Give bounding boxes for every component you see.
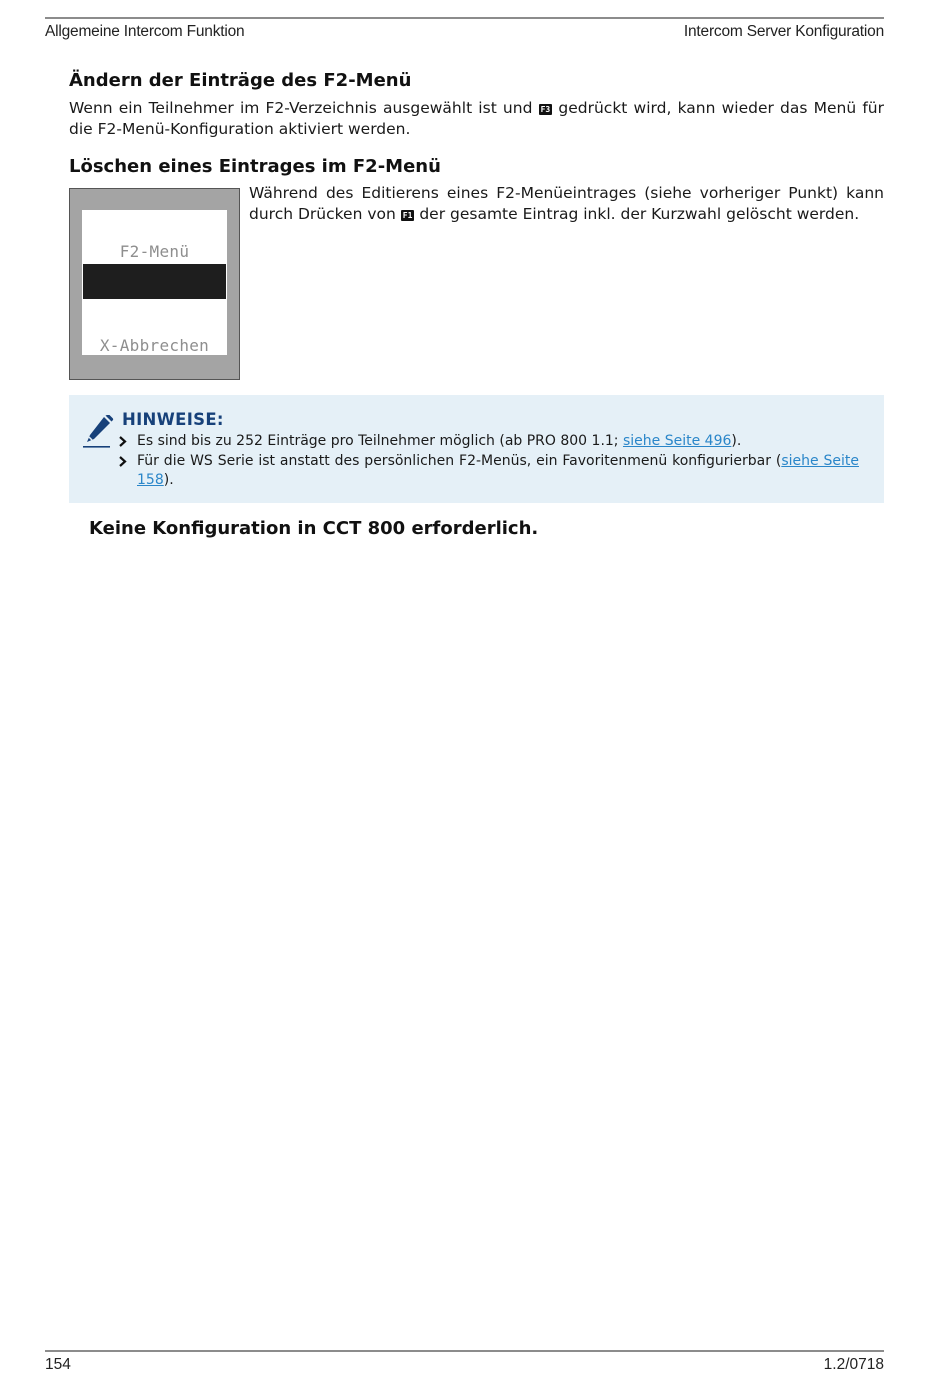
chevron-right-icon [117,432,129,451]
note-item-text [137,452,859,490]
note-title: HINWEISE: [122,410,224,429]
display-title: F2-Menü [119,242,190,261]
header-chapter: Allgemeine Intercom Funktion [45,23,245,40]
section-title-loeschen: Löschen eines Eintrages im F2-Menü [69,156,441,177]
section-text-loeschen [249,183,884,225]
f1-key-icon: F1 [402,211,413,220]
section-title-aendern: Ändern der Einträge des F2-Menü [69,70,412,91]
section-text-aendern-part1: Wenn ein Teilnehmer im F2-Verzeichnis ausgewählt ist und [69,99,539,117]
section-text-aendern [69,98,884,140]
cct-note: Keine Konfiguration in CCT 800 erforderlich. [89,518,539,539]
section-text-aendern-part2: gedrückt wird, kann wieder das Menü für die F2-Menü-Konfiguration aktiviert werden. [69,99,884,138]
f3-key-icon: F3 [540,105,551,114]
note-box [69,395,884,503]
link-siehe-seite-158[interactable]: siehe Seite 158 [137,453,859,488]
section-text-loeschen-part2: der gesamte Eintrag inkl. der Kurzwahl gelöscht werden. [414,205,860,223]
footer-rule [45,1350,884,1352]
header-rule [45,17,884,19]
header-section: Intercom Server Konfiguration [683,23,884,40]
document-version: 1.2/0718 [823,1356,884,1373]
note-item-2-text: Für die WS Serie ist anstatt des persönlichen F2-Menüs, ein Favoritenmenü konfigurierbar ( [137,453,782,469]
chevron-right-icon [117,452,129,471]
note-item-1-after: ). [731,433,742,449]
display-selection-bar [83,264,226,299]
pencil-icon [82,415,114,449]
note-item-text [137,432,859,451]
device-screen-image [69,188,240,380]
note-item-2-after: ). [163,472,174,488]
section-text-loeschen-part1: Während des Editierens eines F2-Menüeintrages (siehe vorheriger Punkt) kann durch Drücken von [249,184,884,223]
link-siehe-seite-496[interactable]: siehe Seite 496 [622,433,732,449]
page-number: 154 [45,1356,71,1373]
display-footer: X-Abbrechen [99,336,210,355]
note-item-1-text: Es sind bis zu 252 Einträge pro Teilnehmer möglich (ab PRO 800 1.1; [137,433,623,449]
device-display [82,210,227,355]
